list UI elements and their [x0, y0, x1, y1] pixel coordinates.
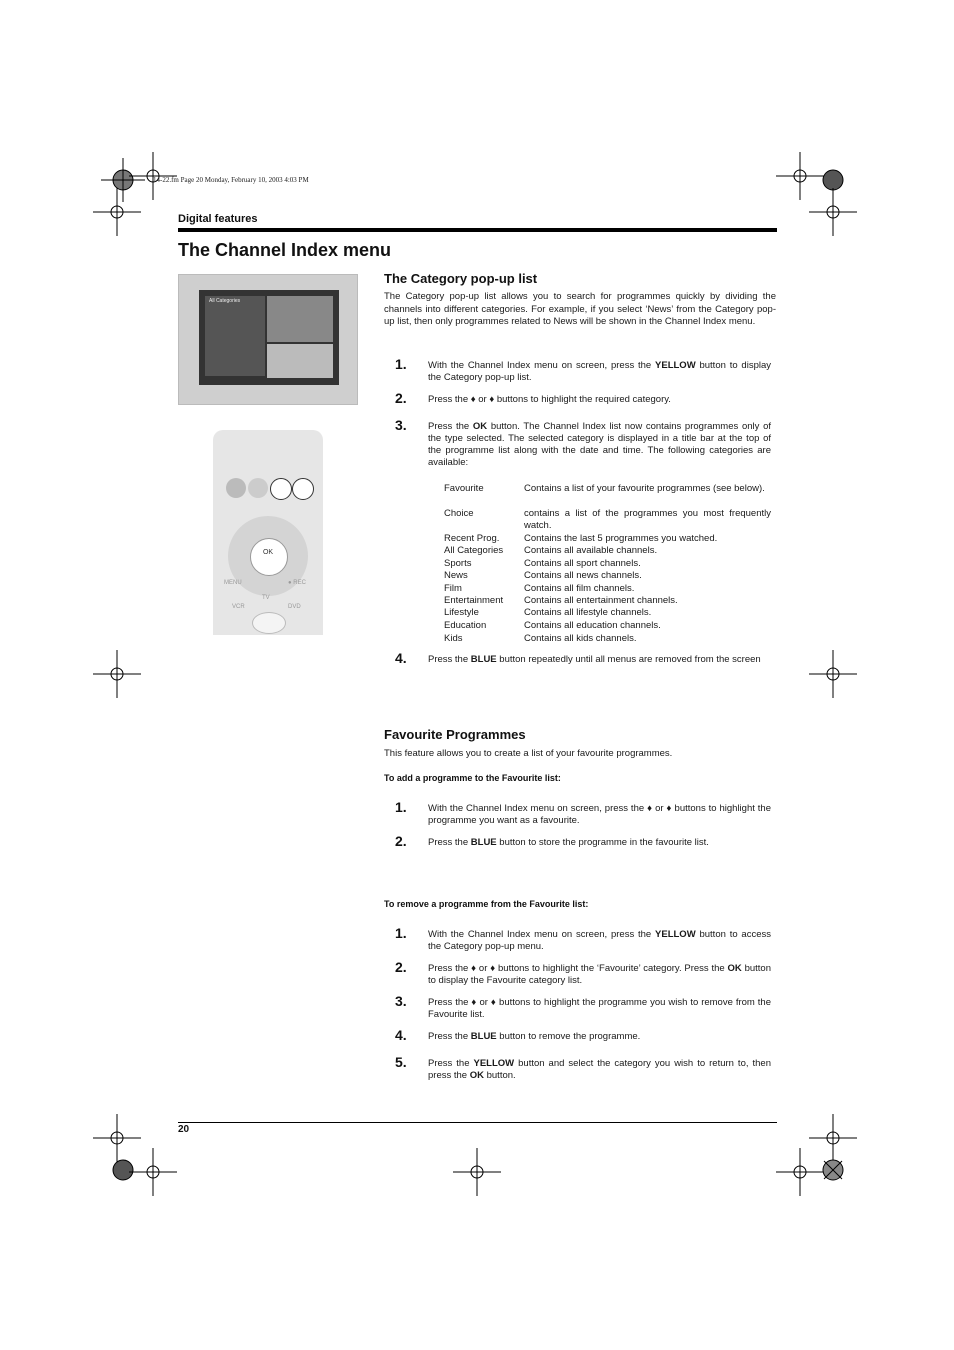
step-text: Press the BLUE button to remove the programme.: [428, 1031, 641, 1042]
remote-ok-label: OK: [262, 549, 274, 556]
registration-mark-icon: [809, 650, 857, 698]
remote-rec-label: ● REC: [288, 580, 306, 586]
step-number: 3.: [395, 417, 407, 433]
step-text: With the Channel Index menu on screen, press the YELLOW button to access the Category pop-up menu.: [428, 929, 771, 952]
remote-tv-label: TV: [262, 595, 270, 601]
page-number: 20: [178, 1124, 190, 1135]
step-number: 3.: [395, 993, 407, 1009]
step-text: Press the OK button. The Channel Index list now contains programmes only of the type selected. The selected category is displayed in a title bar at the top of the programme list along with the date and time. The following categories are available:: [428, 421, 771, 468]
section-heading-category-popup: The Category pop-up list: [384, 271, 538, 286]
remove-favourite-label: To remove a programme from the Favourite list:: [384, 899, 589, 909]
step-number: 5.: [395, 1054, 407, 1070]
remote-dvd-label: DVD: [288, 604, 301, 610]
step-number: 1.: [395, 925, 407, 941]
registration-mark-icon: [93, 650, 141, 698]
step-number: 4.: [395, 650, 407, 666]
step-number: 2.: [395, 833, 407, 849]
step-text: With the Channel Index menu on screen, press the ♦ or ♦ buttons to highlight the programme you want as a favourite.: [428, 803, 771, 826]
step-text: With the Channel Index menu on screen, press the YELLOW button to display the Category pop-up list.: [428, 360, 772, 383]
tv-panel-title: All Categories: [209, 298, 241, 304]
tv-screenshot-image: [178, 274, 358, 405]
step-text: Press the BLUE button repeatedly until all menus are removed from the screen: [428, 654, 761, 665]
category-popup-intro: The Category pop-up list allows you to search for programmes quickly by dividing the channels into different categories. For example, if you select ‘News’ from the Category pop-up list, then only programmes related to News will be shown in the Channel Index menu.: [384, 291, 776, 327]
tv-screen: [199, 290, 339, 385]
remote-control-image: [178, 430, 358, 635]
step-text: Press the ♦ or ♦ buttons to highlight the programme you wish to remove from the Favourite list.: [428, 997, 771, 1020]
step-text: Press the YELLOW button and select the category you wish to return to, then press the OK button.: [428, 1058, 771, 1081]
step-number: 1.: [395, 356, 407, 372]
registration-mark-icon: [809, 1146, 857, 1194]
registration-mark-icon: [129, 1148, 177, 1196]
add-favourite-label: To add a programme to the Favourite list:: [384, 773, 561, 783]
registration-mark-icon: [809, 188, 857, 236]
step-number: 1.: [395, 799, 407, 815]
remote-menu-label: MENU: [224, 580, 242, 586]
top-rule: [178, 228, 777, 232]
registration-mark-icon: [93, 188, 141, 236]
registration-mark-icon: [453, 1148, 501, 1196]
step-text: Press the ♦ or ♦ buttons to highlight the required category.: [428, 394, 671, 405]
section-heading-favourite: Favourite Programmes: [384, 727, 526, 742]
print-header: 14-22.fm Page 20 Monday, February 10, 2003 4:03 PM: [153, 176, 309, 184]
step-text: Press the ♦ or ♦ buttons to highlight the ‘Favourite’ category. Press the OK button to display the Favourite category list.: [428, 963, 771, 986]
page-title: The Channel Index menu: [178, 240, 392, 260]
bottom-rule: [178, 1122, 777, 1123]
favourite-intro: This feature allows you to create a list of your favourite programmes.: [384, 748, 673, 759]
step-number: 2.: [395, 959, 407, 975]
step-number: 2.: [395, 390, 407, 406]
step-text: Press the BLUE button to store the programme in the favourite list.: [428, 837, 709, 848]
step-number: 4.: [395, 1027, 407, 1043]
section-label: Digital features: [178, 213, 258, 225]
remote-vcr-label: VCR: [232, 604, 245, 610]
